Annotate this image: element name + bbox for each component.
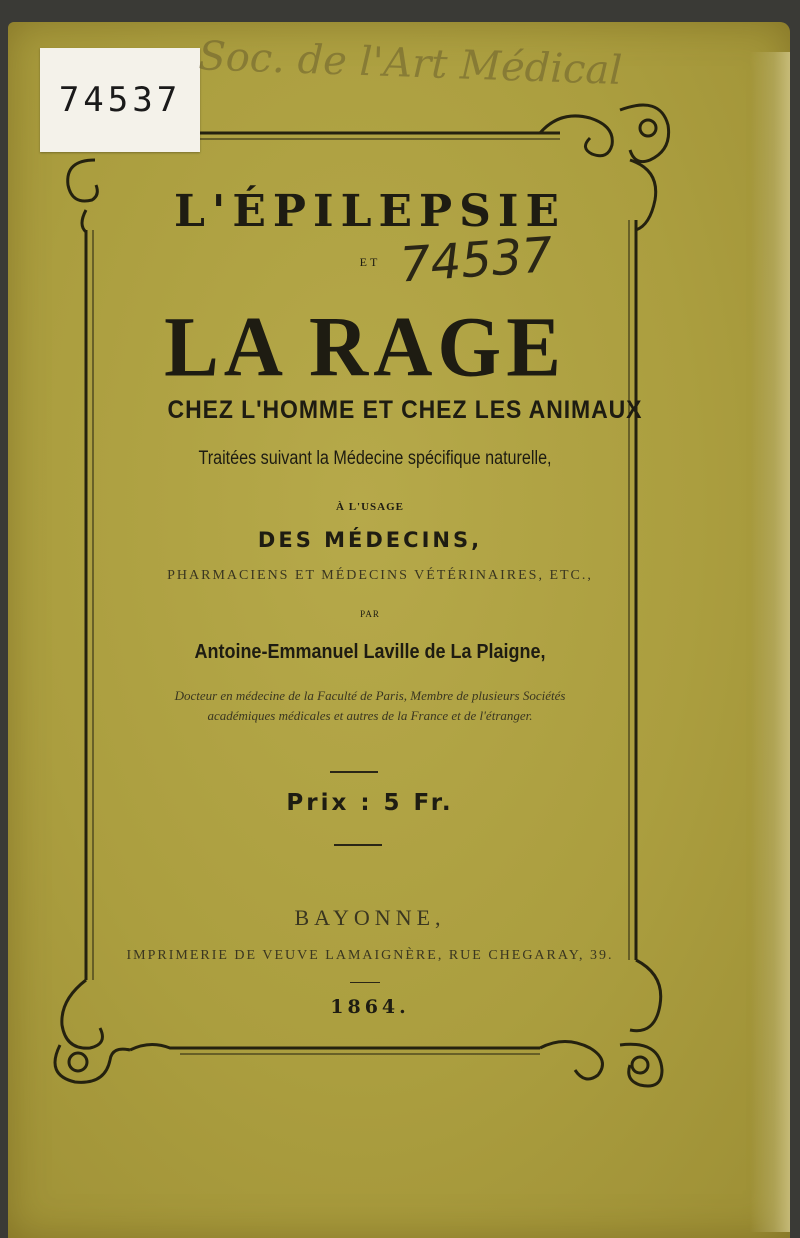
conjunction-et: ET xyxy=(359,255,381,269)
divider-rule-small xyxy=(350,982,380,983)
handwritten-accession-number: 74537 xyxy=(398,226,555,294)
for-use-label: À L'USAGE xyxy=(336,501,404,513)
title-epilepsie: L'ÉPILEPSIE xyxy=(173,186,567,237)
audience-detail: PHARMACIENS ET MÉDECINS VÉTÉRINAIRES, ETC., xyxy=(167,568,593,583)
divider-rule-lower xyxy=(334,844,382,846)
author-name: Antoine-Emmanuel Laville de La Plaigne, xyxy=(194,641,546,663)
title-la-rage: LA RAGE xyxy=(164,298,566,395)
publication-city: BAYONNE, xyxy=(294,905,446,930)
handwritten-inscription: Soc. de l'Art Médical xyxy=(197,33,623,95)
subtitle: CHEZ L'HOMME ET CHEZ LES ANIMAUX xyxy=(167,396,643,424)
treatment-line: Traitées suivant la Médecine spécifique naturelle, xyxy=(198,448,552,469)
audience-heading: DES MÉDECINS, xyxy=(257,528,483,552)
price: Prix : 5 Fr. xyxy=(286,790,454,816)
page-edge xyxy=(750,52,790,1232)
publication-year: 1864. xyxy=(330,996,410,1018)
author-credentials-line1: Docteur en médecine de la Faculté de Paris, Membre de plusieurs Sociétés xyxy=(174,688,566,703)
author-credentials-line2: académiques médicales et autres de la France et de l'étranger. xyxy=(207,708,533,723)
catalog-sticker xyxy=(40,48,200,152)
by-label: PAR xyxy=(360,609,380,619)
divider-rule-upper xyxy=(330,771,378,773)
printer-imprint: IMPRIMERIE DE VEUVE LAMAIGNÈRE, RUE CHEGARAY, 39. xyxy=(126,948,614,963)
catalog-number: 74537 xyxy=(58,80,182,120)
